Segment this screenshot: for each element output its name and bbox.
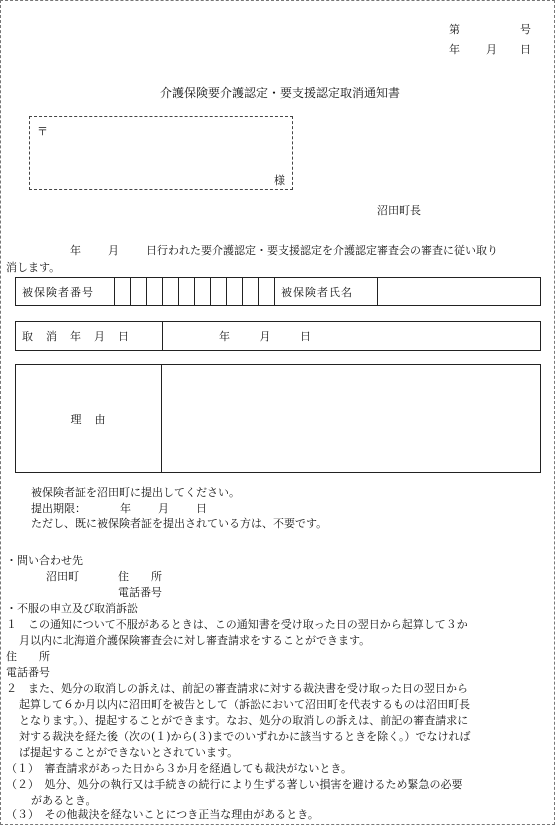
contact-phone-label: 電話番号 xyxy=(118,586,162,599)
deadline-month: 月 xyxy=(158,502,169,515)
insured-number-cell[interactable] xyxy=(131,278,147,306)
insured-number-cell[interactable] xyxy=(147,278,163,306)
appeal-item2-line: 起算して６か月以内に沼田町を被告として（訴訟において沼田町を代表するものは沼田町長 xyxy=(19,698,470,711)
reason-table xyxy=(15,364,541,473)
cancel-date-table xyxy=(15,321,541,351)
document-title: 介護保険要介護認定・要支援認定取消通知書 xyxy=(160,86,401,100)
insured-number-cell[interactable] xyxy=(179,278,195,306)
appeal-item2-line: となります。）、提起することができます。なお、処分の取消しの訴えは、前記の審査請求に xyxy=(19,714,469,727)
appeal-heading: ・不服の申立及び取消訴訟 xyxy=(6,602,138,615)
cancel-year: 年 xyxy=(219,330,230,343)
insured-number-cell[interactable] xyxy=(227,278,243,306)
insured-info-table xyxy=(15,277,541,306)
intro-line1: 日行われた要介護認定・要支援認定を介護認定審査会の審査に従い取り xyxy=(146,244,498,257)
deadline-label: 提出期限： xyxy=(31,502,86,515)
issuer-name: 沼田町長 xyxy=(377,204,421,217)
date-day: 日 xyxy=(520,43,531,56)
appeal-sub2-line1: （２） 処分、処分の執行又は手続きの続行により生ずる著しい損害を避けるため緊急の必要 xyxy=(6,778,463,791)
insured-name-label: 被保険者氏名 xyxy=(275,278,378,306)
appeal-item1-line1: １ この通知について不服があるときは、この通知書を受け取った日の翌日から起算して３か xyxy=(6,618,468,631)
date-year: 年 xyxy=(449,43,460,56)
appeal-item1-phone: 電話番号 xyxy=(6,666,50,679)
cancel-date-label: 取 消 年 月 日 xyxy=(16,322,163,351)
appeal-item2-line: ２ また、処分の取消しの訴えは、前記の審査請求に対する裁決書を受け取った日の翌日から xyxy=(6,682,468,695)
appeal-item1-line2: 月以内に北海道介護保険審査会に対し審査請求をすることができます。 xyxy=(19,634,371,647)
submission-line1: 被保険者証を沼田町に提出してください。 xyxy=(31,486,240,499)
intro-month: 月 xyxy=(108,244,119,257)
contact-town: 沼田町 xyxy=(46,570,79,583)
insured-number-cell[interactable] xyxy=(259,278,275,306)
intro-year: 年 xyxy=(70,244,81,257)
number-dai: 第 xyxy=(449,23,460,36)
appeal-sub1: （１） 審査請求があった日から３か月を経過しても裁決がないとき。 xyxy=(6,762,352,775)
recipient-sama: 様 xyxy=(274,174,285,187)
deadline-year: 年 xyxy=(120,502,131,515)
appeal-item2-line: ば提起することができないとされています。 xyxy=(19,746,239,759)
postal-mark: 〒 xyxy=(37,125,48,138)
insured-number-cell[interactable] xyxy=(243,278,259,306)
reason-label: 理 由 xyxy=(16,365,162,473)
cancel-day: 日 xyxy=(300,330,311,343)
insured-name-cell[interactable] xyxy=(378,278,541,306)
insured-number-label: 被保険者番号 xyxy=(16,278,115,306)
submission-line3: ただし、既に被保険者証を提出されている方は、不要です。 xyxy=(31,517,328,530)
appeal-item1-address: 住 所 xyxy=(6,650,50,663)
cancel-date-value[interactable] xyxy=(163,322,541,351)
insured-number-cell[interactable] xyxy=(211,278,227,306)
contact-heading: ・問い合わせ先 xyxy=(6,554,83,567)
address-box xyxy=(29,116,293,190)
cancel-month: 月 xyxy=(259,330,271,343)
intro-line2: 消します。 xyxy=(6,261,61,274)
contact-address-label: 住 所 xyxy=(118,570,162,583)
date-month: 月 xyxy=(486,43,497,56)
appeal-sub3: （３） その他裁決を経ないことにつき正当な理由があるとき。 xyxy=(6,808,319,821)
insured-number-cell[interactable] xyxy=(115,278,131,306)
reason-value[interactable] xyxy=(162,365,541,473)
insured-number-cell[interactable] xyxy=(195,278,211,306)
insured-number-cell[interactable] xyxy=(163,278,179,306)
number-go: 号 xyxy=(520,23,531,36)
deadline-day: 日 xyxy=(196,502,207,515)
appeal-item2-line: 対する裁決を経た後（次の(１)から(３)までのいずれかに該当するときを除く。）でなければ xyxy=(19,730,471,743)
appeal-sub2-line2: があるとき。 xyxy=(31,794,97,807)
